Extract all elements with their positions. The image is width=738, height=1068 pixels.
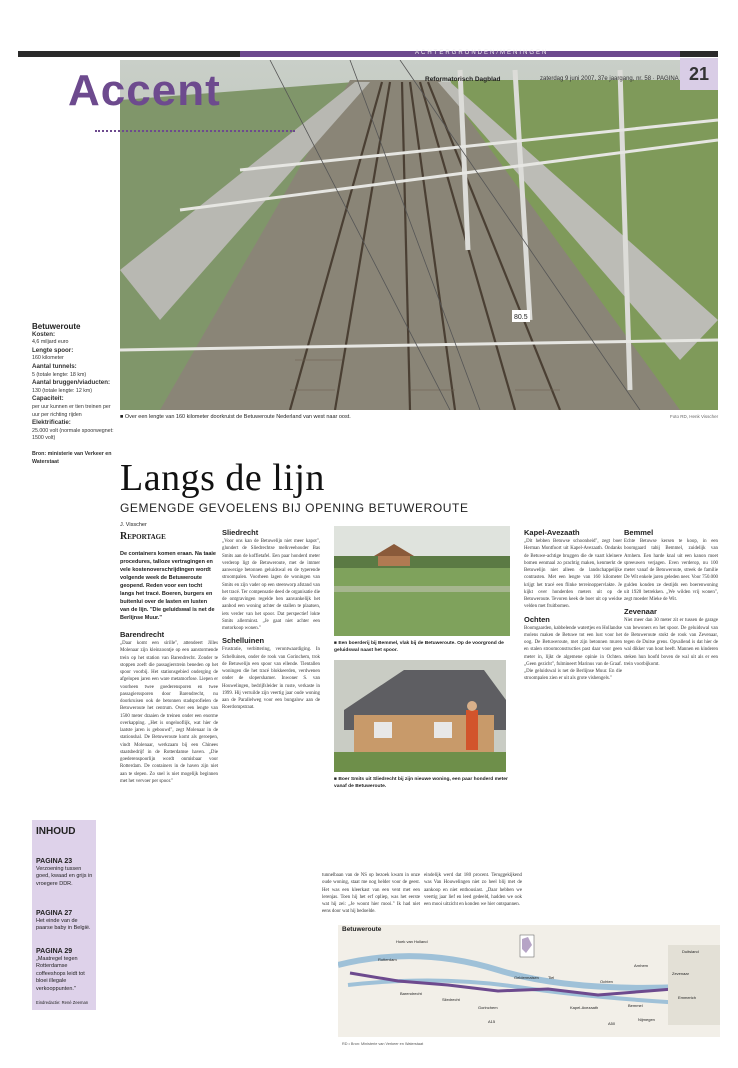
paper-name: Reformatorisch Dagblad [425,76,501,83]
infobox-item: Aantal tunnels: 5 (totale lengte: 18 km) [32,362,87,378]
inhoud-item[interactable]: PAGINA 29 „Maatregel tegen Rotterdamse coffeeshops leidt tot bloei illegale verkooppunten." [36,948,85,992]
dotted-rule [95,130,295,132]
section-text: „Dit hebben Betuwse schoonheid", zegt boer Herman Montfoort uit Kapel-Avezaath. Ondanks de Betuwe-achtige bruggen die de vaart kleinere bomen eenmaal zo prachtig maken, kenmerkt de Betuwelijn niet alleen de landschappelijke contrasten. Met een lengte van 160 kilometer krijgt het tracé een flinke terreinoppervlakte. Je kijkt over honderden meters uit op de Betuweroute. Tevoren keek de boer uit op weidse velden met fruitbomen. [524,539,622,610]
article-column [524,524,622,683]
infobox-source: Bron: ministerie van Verkeer en Waterstaat [32,450,112,465]
inhoud-item[interactable]: PAGINA 27 Het einde van de paarse baby in België. [36,910,91,932]
section-text: „Voor ons kan de Betuwelijn niet meer kapot", glundert de Sliedrechtse melkveehouder Bas Smits aan de koffietafel. Een paar honderd meter verderop ligt de Betuweroute, met de immer aanwezige betonnen geluidswal en de typerende stroompalen. Voorheen lagen de woningen van Smits en zijn vader op een steenworp afstand van het tracé. Ter compensatie deed de organisatie die de ontgravingen regelde hen aanvankelijk het aanbod een woning achter de stallen te plaatsen, iets verder van het spoor. Dat perspectief lokte Smits allerminst. „Je gaat niet achter een motorkoop wonen." [222,539,320,631]
inhoud-title: INHOUD [36,826,76,837]
article-column [624,524,718,668]
section-text: Echte Betuwse kersen te koop, in een boomgaard tabij Bemmel, zuidelijk van Arnhem. Een harde knal uit een kanon moet spreeuwen verjagen. Even verderop, nu 100 meter vanaf de Betuweroute, streek de familie De Wit enkele jaren geleden neer. Voor 750.000 gulden konden ze destijds een boerenwoning uit 1920 betrekken. „We wilden vrij wonen", zegt moeder Mieke de Wit. [624,539,718,602]
map-title: Betuweroute [342,926,382,933]
track-marker: 80.5 [514,314,528,321]
section-head: Bemmel [624,528,654,537]
lead: De containers komen eraan. Na taaie procedures, talloze vertragingen en vele kostenoverschrijdingen wordt volgende week de Betuweroute geopend. Reden voor een tocht langs het tracé. Boeren, burgers en buitenlui over de lasten en lusten van de lijn. "Die geluidswal is net de Berlijnse Muur." [120,551,216,621]
page-number: 21 [680,58,718,90]
article-column: eindelijk werd dat 180 procent. Teruggekijkend was Van Houwelingen niet zo heel blij met de aankoop en niet enthousiast. „Daar hebben we veertig jaar lief en leed gedeeld, hadden we ook een mooi uitzicht en konden we hier ontspannen. [424,873,522,907]
infobox-item: Lengte spoor: 160 kilometer [32,346,74,362]
inhoud-item[interactable]: PAGINA 23 Verzoening tussen goed, kwaad en grijs in vroegere DDR. [36,858,93,887]
infobox-item: Elektrificatie: 25.000 volt (normale spoorwegnet: 1500 volt) [32,419,114,442]
article-column [120,626,218,785]
section-text: Niet meer dan 30 meter zit er tussen de garage van bewoners en het spoor. De geluidswal van de Betuweroute stokt de rook van Zevenaar, tegen de Duitse grens. Opvallend is dat hier de wal dikker van hout heeft. Mannen en kinderen steken hun hoofd boven de wal uit als er een trein voorbijkomt. [624,618,718,667]
caption-square-icon: ■ [334,777,337,782]
photo-caption: ■ Over een lengte van 160 kilometer doorkruist de Betuweroute Nederland van west naar oost. [120,414,351,420]
section-text: Boomgaarden, kabbelende watertjes en Hollandse molens maken de Betuwe tot een lust voor het oog. De Betuweroute, met zijn betonnen muren en stalen stroomconstructies past daar voor geen meter in, lijkt de algemene opinie in Ochten. „Geen gezicht", fulmineert Marinus van de Graaf. „Die geluidswal is net de Berlijnse Muur. En die stroompalen zien er uit als grote vishengels." [524,625,622,682]
farm-photo [334,526,510,636]
house-photo-caption: ■ Boer Smits uit Sliedrecht bij zijn nieuwe woning, een paar honderd meter vanaf de Betuweroute. [334,777,508,789]
section-text: „Daar komt een sirille", attendeert Jilles Molenaar zijn kleinzoontje op een aanstormende trein op het station van Barendrecht. Zonder te stoppen zoeft die passagierstrein beneden op het spoor voorbij. Het stationsgebied onderging de afgelopen jaren een ware metamorfose. Liepen er voorheen twee goederensporen en twee passagierssporen door Barendrecht, nu doorkruisen ook de betonnen stadsprofielen de Betuweroute het centrum. Over een lengte van 1500 meter draaien de treinen onder een enorme overkapping. „Het is ongelooflijk, wat hier de laatste jaren is gebouwd", zegt Molenaar in de stationshal. De Betuweroute komt als geroepen, vindt Molenaar, werkzaam bij een Chinees staatsbedrijf in de Rotterdamse haven. „Die goederenspoorlijn wordt onmisbaar voor Rotterdam. De containers in de haven zijn niet aan te slepen. Zo snel is niet mogelijk beginnen met het vervoer per spoor." [120,641,218,784]
article-column: tunnelbaan van de NS op bezoek kwam in onze oude woning, staat me nog helder voor de geest. Het was een kleerkast van een vent met een lerenjas. Toen hij het erf opliep, was het eerste wat hij zei: „Je woont hier mooi." Ik had niet eens door wat hij bedoelde. [322,873,420,915]
section-head: Schelluinen [222,636,265,646]
caption-square-icon: ■ [334,641,337,646]
section-title: Accent [68,66,221,115]
inhoud-editor: Eindredactie: René Zeeman [36,1000,89,1005]
subhead: GEMENGDE GEVOELENS BIJ OPENING BETUWEROUTE [120,501,469,515]
caption-square-icon: ■ [120,414,124,420]
dateline: zaterdag 9 juni 2007, 37e jaargang, nr. 58 · PAGINA [540,76,679,82]
infobox-title: Betuweroute [32,322,81,331]
rubric: Reportage [120,531,166,542]
section-head: Sliedrecht [222,528,259,537]
section-label: ACHTERGRONDEN/MENINGEN [415,50,549,56]
headline: Langs de lijn [120,457,325,499]
section-head: Kapel-Avezaath [524,528,580,537]
route-map: Hoek van Holland Rotterdam Barendrecht Sliedrecht Gorinchem Geldermalsen Tiel Kapel-Avezaath Ochten Bemmel Arnhem Nijmegen Zevenaar Emmerich Duitsland A15 A50 [338,925,720,1037]
farm-photo-caption: ■ Een boerderij bij Bemmel, vlak bij de Betuweroute. Op de voorgrond de geluidswal naast het spoor. [334,641,504,653]
infobox-item: Kosten: 4,6 miljard euro [32,330,69,346]
photo-credit: Foto RD, Henk Visscher [670,414,719,419]
article-column [222,524,320,712]
house-photo [334,660,506,772]
infobox-item: Capaciteit: per uur kunnen er tien treinen per uur per richting rijden [32,395,111,418]
section-head: Zevenaar [624,607,657,617]
byline: J. Visscher [120,522,147,528]
infobox-item: Aantal bruggen/viaducten: 130 (totale lengte: 12 km) [32,379,111,394]
infobox [32,323,114,466]
section-head: Barendrecht [120,630,165,639]
map-source: RD • Bron: Ministerie van Verkeer en Waterstaat [342,1042,424,1046]
section-head: Ochten [524,614,550,624]
section-text: Frustratie, verbittering, verontwaardiging. In Schelluinen, onder de rook van Gorinchem, trok de Betuwelijn een spoor van ellende. Tientallen woningen die het tracé blokkeerden, verdwenen onder de slopershamer. Inwoner S. van Houwelingen, bedrijfsleider in ruste, verkaste in 1999. Hij verruilde zijn veertig jaar oude woning aan de Parallelweg voor een bungalow aan de Roerdompstraat. [222,647,320,711]
